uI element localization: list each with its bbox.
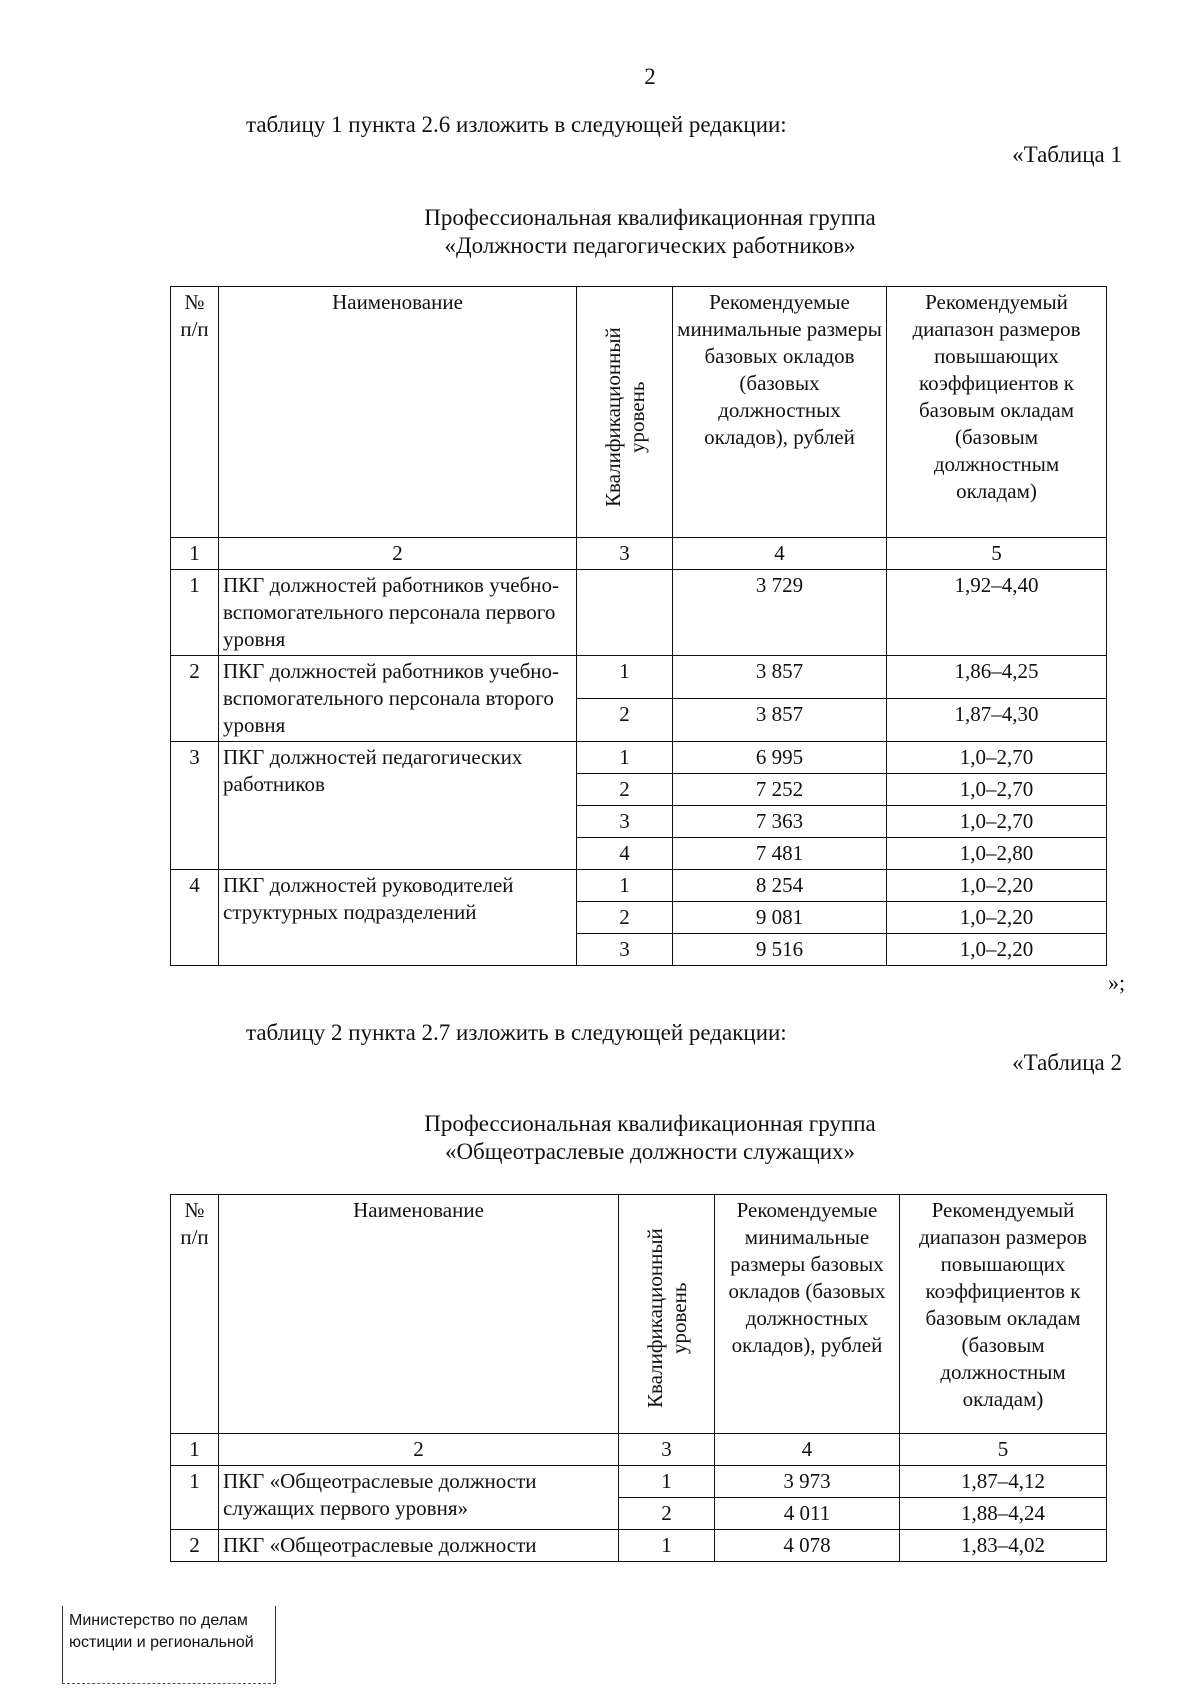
coefficient-range: 1,83–4,02 [900, 1530, 1107, 1562]
table1-colnum-row [171, 538, 1107, 570]
table-row [171, 870, 1107, 902]
colnum-5: 5 [887, 538, 1107, 570]
table2-caption [300, 1110, 1000, 1166]
stamp-line2: юстиции и региональной [69, 1634, 254, 1651]
qualification-level: 3 [577, 934, 673, 966]
base-salary: 3 729 [673, 570, 887, 656]
table2 [170, 1194, 1107, 1562]
group-name: ПКГ должностей педагогических работников [219, 742, 577, 870]
base-salary: 3 857 [673, 699, 887, 742]
group-name: ПКГ должностей руководителей структурных подразделений [219, 870, 577, 966]
table-row [171, 656, 1107, 699]
group-name: ПКГ должностей работников учебно-вспомогательного персонала первого уровня [219, 570, 577, 656]
coefficient-range: 1,0–2,70 [887, 742, 1107, 774]
colnum-3: 3 [577, 538, 673, 570]
group-name: ПКГ «Общеотраслевые должности [219, 1530, 619, 1562]
header-num: № п/п [171, 1195, 219, 1434]
registration-stamp [62, 1606, 276, 1684]
row-number: 1 [171, 570, 219, 656]
base-salary: 8 254 [673, 870, 887, 902]
qualification-level [577, 570, 673, 656]
table2-caption-line2: «Общеотраслевые должности служащих» [444, 1139, 856, 1164]
table-row [171, 570, 1107, 656]
base-salary: 4 078 [715, 1530, 900, 1562]
qualification-level: 2 [577, 902, 673, 934]
header-level [619, 1195, 715, 1434]
base-salary: 3 857 [673, 656, 887, 699]
table1-label: «Таблица 1 [1012, 142, 1122, 167]
table-row [171, 742, 1107, 774]
coefficient-range: 1,0–2,20 [887, 902, 1107, 934]
header-salary: Рекомендуемые минимальные размеры базовых окладов (базовых должностных окладов), рублей [715, 1195, 900, 1434]
colnum-1: 1 [171, 538, 219, 570]
paragraph-table2-intro: таблицу 2 пункта 2.7 изложить в следующей редакции: [246, 1020, 787, 1045]
group-name: ПКГ должностей работников учебно-вспомогательного персонала второго уровня [219, 656, 577, 742]
base-salary: 7 252 [673, 774, 887, 806]
group-name: ПКГ «Общеотраслевые должности служащих первого уровня» [219, 1466, 619, 1530]
header-coef: Рекомендуемый диапазон размеров повышающих коэффициентов к базовым окладам (базовым должностным окладам) [887, 287, 1107, 538]
base-salary: 4 011 [715, 1498, 900, 1530]
table1-caption [300, 204, 1000, 260]
coefficient-range: 1,87–4,12 [900, 1466, 1107, 1498]
header-num: № п/п [171, 287, 219, 538]
table1-closing: »; [1108, 970, 1126, 995]
qualification-level: 1 [619, 1530, 715, 1562]
page-number: 2 [644, 64, 656, 89]
colnum-2: 2 [219, 1434, 619, 1466]
coefficient-range: 1,92–4,40 [887, 570, 1107, 656]
coefficient-range: 1,86–4,25 [887, 656, 1107, 699]
table1 [170, 286, 1107, 966]
qualification-level: 1 [577, 656, 673, 699]
row-number: 3 [171, 742, 219, 870]
stamp-line1: Министерство по делам [69, 1612, 248, 1629]
coefficient-range: 1,0–2,70 [887, 806, 1107, 838]
coefficient-range: 1,0–2,80 [887, 838, 1107, 870]
qualification-level: 1 [577, 742, 673, 774]
colnum-2: 2 [219, 538, 577, 570]
header-level-text: Квалификационный уровень [642, 1228, 691, 1408]
base-salary: 9 081 [673, 902, 887, 934]
header-salary: Рекомендуемые минимальные размеры базовых окладов (базовых должностных окладов), рублей [673, 287, 887, 538]
coefficient-range: 1,0–2,20 [887, 934, 1107, 966]
coefficient-range: 1,88–4,24 [900, 1498, 1107, 1530]
table-row [171, 1466, 1107, 1498]
table1-header-row [171, 287, 1107, 538]
qualification-level: 2 [577, 774, 673, 806]
base-salary: 3 973 [715, 1466, 900, 1498]
paragraph-table1-intro: таблицу 1 пункта 2.6 изложить в следующей редакции: [246, 112, 787, 137]
colnum-4: 4 [715, 1434, 900, 1466]
colnum-3: 3 [619, 1434, 715, 1466]
table2-caption-line1: Профессиональная квалификационная группа [424, 1111, 876, 1136]
header-name: Наименование [219, 287, 577, 538]
header-coef: Рекомендуемый диапазон размеров повышающих коэффициентов к базовым окладам (базовым должностным окладам) [900, 1195, 1107, 1434]
row-number: 4 [171, 870, 219, 966]
table2-label: «Таблица 2 [1012, 1050, 1122, 1075]
qualification-level: 3 [577, 806, 673, 838]
table2-header-row [171, 1195, 1107, 1434]
header-level [577, 287, 673, 538]
colnum-5: 5 [900, 1434, 1107, 1466]
coefficient-range: 1,0–2,70 [887, 774, 1107, 806]
qualification-level: 2 [619, 1498, 715, 1530]
table-row [171, 1530, 1107, 1562]
table1-caption-line1: Профессиональная квалификационная группа [424, 205, 876, 230]
header-name: Наименование [219, 1195, 619, 1434]
base-salary: 7 363 [673, 806, 887, 838]
table1-caption-line2: «Должности педагогических работников» [444, 233, 856, 258]
base-salary: 6 995 [673, 742, 887, 774]
row-number: 2 [171, 1530, 219, 1562]
header-level-text: Квалификационный уровень [600, 327, 649, 507]
qualification-level: 1 [619, 1466, 715, 1498]
base-salary: 9 516 [673, 934, 887, 966]
qualification-level: 2 [577, 699, 673, 742]
qualification-level: 4 [577, 838, 673, 870]
qualification-level: 1 [577, 870, 673, 902]
row-number: 2 [171, 656, 219, 742]
row-number: 1 [171, 1466, 219, 1530]
coefficient-range: 1,0–2,20 [887, 870, 1107, 902]
colnum-1: 1 [171, 1434, 219, 1466]
coefficient-range: 1,87–4,30 [887, 699, 1107, 742]
table2-colnum-row [171, 1434, 1107, 1466]
colnum-4: 4 [673, 538, 887, 570]
base-salary: 7 481 [673, 838, 887, 870]
